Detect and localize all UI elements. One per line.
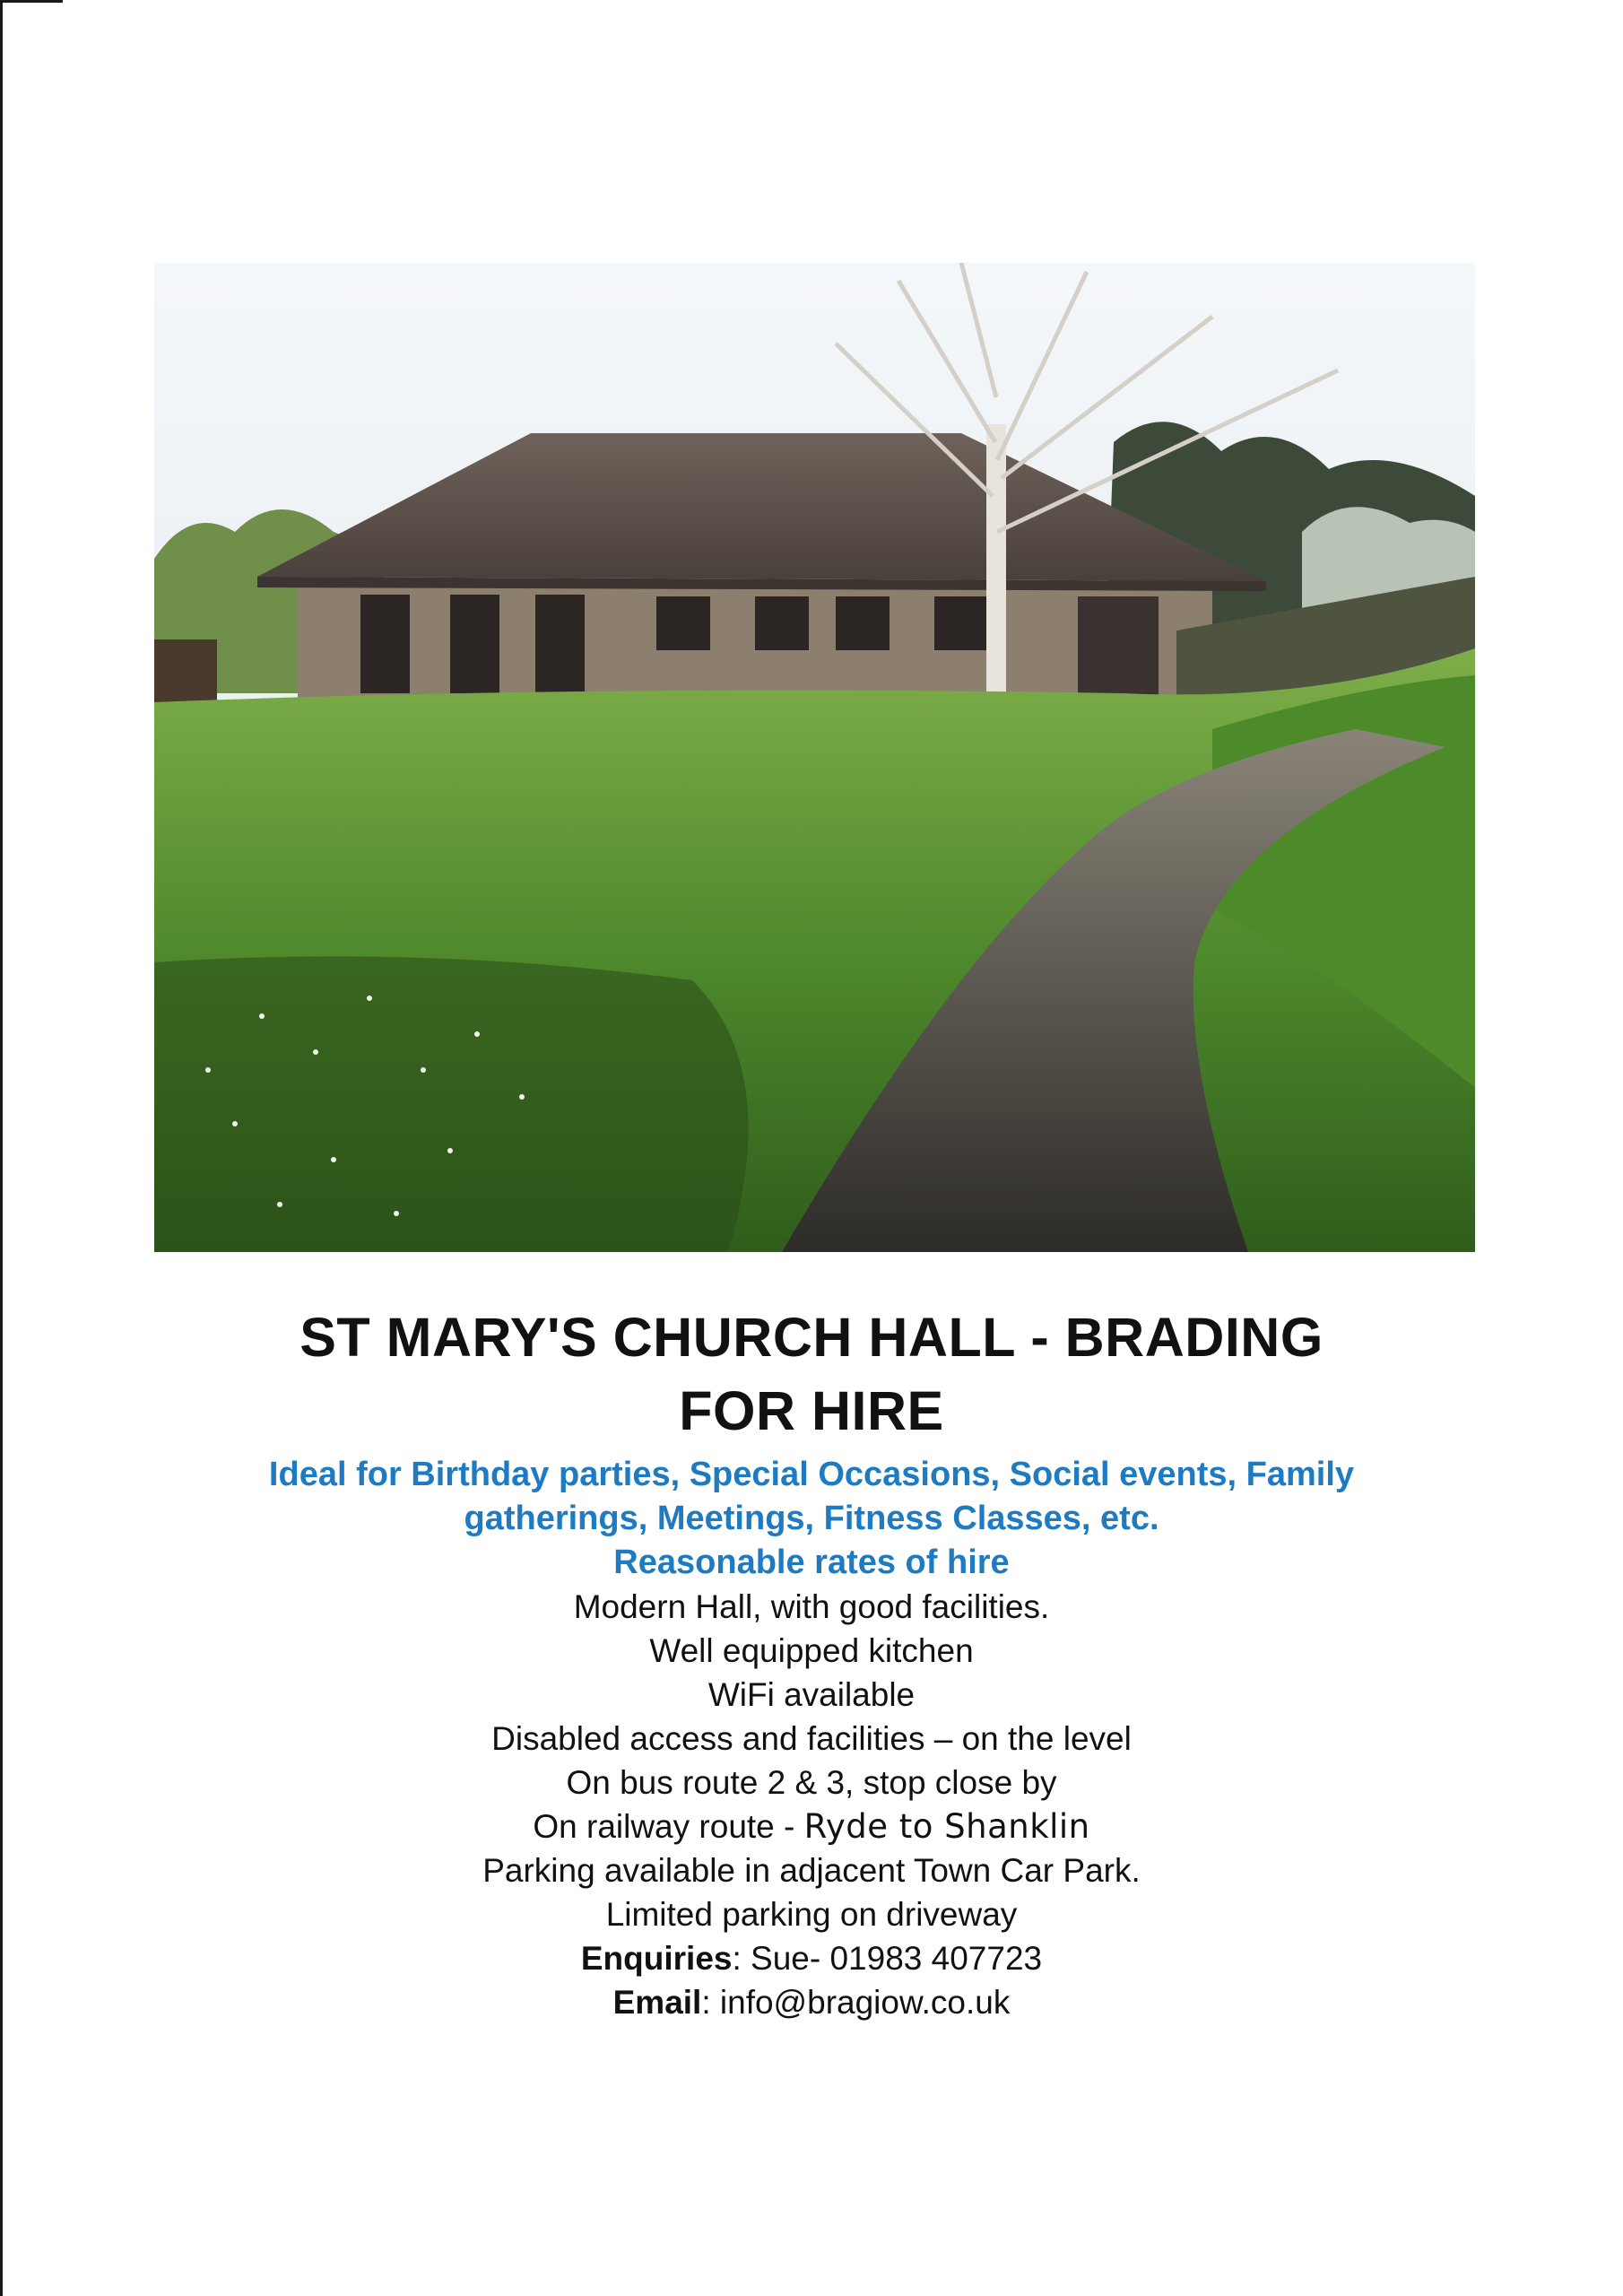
uses-line-1: Ideal for Birthday parties, Special Occasions, Social events, Family — [268, 1456, 1355, 1493]
enquiries-label: Enquiries — [580, 1940, 733, 1977]
feature-disabled-access: Disabled access and facilities – on the level — [491, 1720, 1132, 1757]
railway-route: Ryde to Shanklin — [803, 1807, 1090, 1846]
feature-bus-route: On bus route 2 & 3, stop close by — [566, 1764, 1057, 1801]
church-hall-photo — [154, 263, 1475, 1252]
feature-wifi: WiFi available — [707, 1676, 916, 1713]
feature-railway-route — [0, 1805, 1623, 1848]
email-value: : info@bragiow.co.uk — [701, 1984, 1011, 2021]
railway-prefix: On railway route - — [533, 1808, 804, 1845]
feature-kitchen: Well equipped kitchen — [649, 1632, 974, 1669]
parking-driveway: Limited parking on driveway — [605, 1896, 1018, 1933]
enquiries-line — [0, 1936, 1623, 1980]
email-line — [0, 1980, 1623, 2024]
enquiries-value: : Sue- 01983 407723 — [732, 1940, 1043, 1977]
uses-line-2: gatherings, Meetings, Fitness Classes, etc. — [464, 1500, 1159, 1537]
title-line-1: ST MARY'S CHURCH HALL - BRADING — [299, 1307, 1324, 1368]
feature-modern-hall: Modern Hall, with good facilities. — [573, 1588, 1050, 1625]
title-line-2: FOR HIRE — [679, 1380, 944, 1441]
scan-border-top — [0, 0, 63, 3]
poster-text — [0, 1300, 1623, 2024]
parking-town-car-park: Parking available in adjacent Town Car Park. — [482, 1852, 1141, 1889]
rates-line: Reasonable rates of hire — [613, 1544, 1010, 1581]
email-label: Email — [612, 1984, 702, 2021]
